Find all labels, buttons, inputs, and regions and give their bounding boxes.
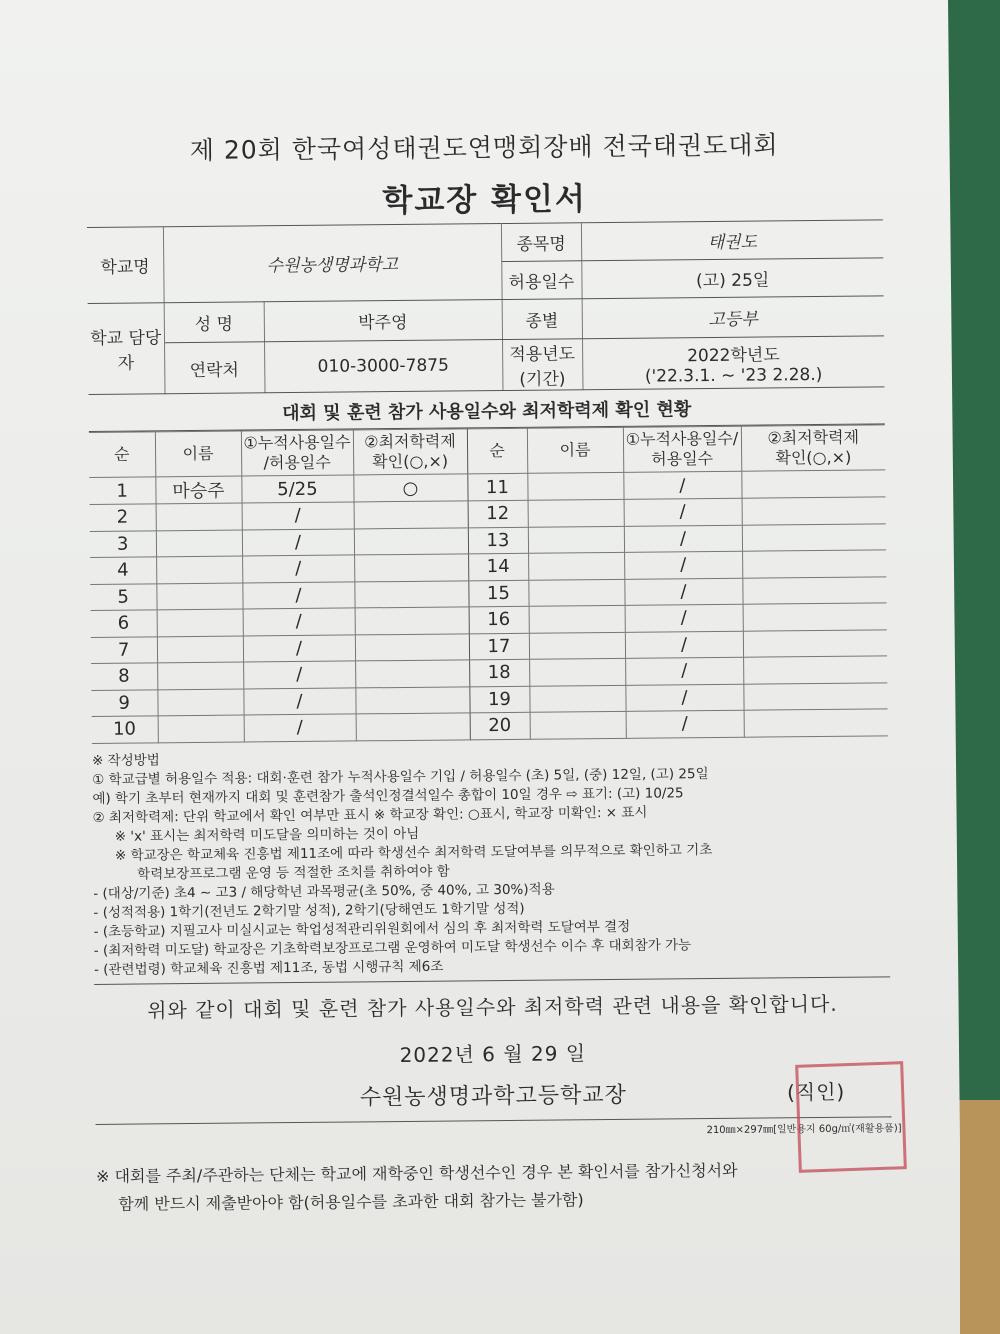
row-no: 14: [468, 553, 528, 580]
row-check: [742, 576, 886, 604]
instructions: [92, 744, 890, 985]
row-name: [156, 530, 242, 557]
school-value: 수원농생명과학고: [163, 224, 502, 303]
row-no: 9: [91, 689, 157, 716]
table-section-title: 대회 및 훈련 참가 사용일수와 최저학력제 확인 현황: [89, 387, 885, 432]
row-no: 18: [469, 659, 529, 686]
row-name: [530, 711, 626, 738]
school-label: 학교명: [87, 227, 164, 304]
note-2: ② 최저학력제: 단위 학교에서 확인 여부만 표시 ※ 학교장 확인: ○표시, 학교장 미확인: × 표시: [92, 804, 648, 826]
row-check: [742, 497, 886, 525]
contact-label: 학교 담당자: [88, 303, 165, 395]
event-value: 태권도: [581, 220, 883, 261]
category-label: 종별: [502, 299, 582, 340]
submission-note-line-1: ※ 대회를 주최/주관하는 단체는 학교에 재학중인 학생선수인 경우 본 확인서를 참가신청서와: [95, 1160, 738, 1186]
row-check: [354, 580, 468, 608]
row-days: /: [623, 471, 741, 499]
row-name: [529, 658, 625, 685]
confirmation-statement: 위와 같이 대회 및 훈련 참가 사용일수와 최저학력 관련 내용을 확인합니다.: [147, 991, 838, 1022]
row-no: 7: [91, 636, 157, 663]
certificate-content: [86, 124, 902, 1218]
note-4a: ※ 학교장은 학교체육 진흥법 제11조에 따라 학생선수 최저학력 도달여부를 의무적으로 확인하고 기초: [114, 841, 713, 864]
row-check: [356, 713, 470, 741]
row-no: 1: [89, 477, 155, 505]
footer-rule: [96, 1116, 902, 1141]
row-name: [158, 715, 244, 742]
row-check: [743, 603, 887, 631]
event-title: 제 20회 한국여성태권도연맹회장배 전국태권도대회: [189, 130, 779, 166]
row-name: [528, 526, 624, 553]
school-principal: 수원농생명과학고등학교장: [359, 1082, 627, 1110]
detail-3: - (초등학교) 지필고사 미실시교는 학업성적관리위원회에서 심의 후 최저학력 도달여부 결정: [93, 918, 631, 940]
row-no: 4: [90, 557, 156, 584]
row-days: /: [625, 604, 743, 632]
row-check: [742, 550, 886, 578]
row-no: 11: [467, 473, 527, 501]
row-check: [354, 527, 468, 555]
row-no: 15: [468, 580, 528, 607]
row-check: [742, 523, 886, 551]
phone-value: 010-3000-7875: [264, 340, 502, 393]
row-days: /: [243, 661, 355, 689]
row-days: /: [244, 714, 356, 742]
header-grade-2: ②최저학력제 확인(○,×): [741, 425, 885, 471]
header-name-2: 이름: [527, 427, 623, 473]
document-title: 학교장 확인서: [382, 181, 588, 220]
row-check: [743, 656, 887, 684]
event-label: 종목명: [501, 223, 581, 262]
row-no: 13: [468, 527, 528, 554]
row-check: [744, 709, 888, 737]
detail-2: - (성적적용) 1학기(전년도 2학기말 성적), 2학기(당해연도 1학기말 성적): [93, 900, 525, 921]
row-days: /: [243, 634, 355, 662]
row-name: [527, 472, 623, 500]
row-check: [354, 554, 468, 582]
paper-spec: 210㎜×297㎜[일반용지 60g/㎡(재활용품)]: [706, 1122, 902, 1136]
row-name: 마승주: [155, 476, 241, 504]
signing-date: 2022년 6 월 29 일: [399, 1040, 587, 1067]
row-no: 2: [90, 504, 156, 531]
detail-5: - (관련법령) 학교체육 진흥법 제11조, 동법 시행규칙 제6조: [93, 958, 444, 978]
row-no: 10: [92, 716, 158, 743]
row-no: 19: [469, 686, 529, 713]
allowed-days-label: 허용일수: [501, 261, 581, 300]
row-name: [156, 583, 242, 610]
row-check: ○: [353, 474, 467, 502]
row-days: /: [243, 687, 355, 715]
row-name: [528, 579, 624, 606]
row-name: [529, 685, 625, 712]
row-name: [157, 662, 243, 689]
row-days: /: [626, 710, 744, 738]
info-table: [87, 219, 885, 395]
row-no: 12: [468, 500, 528, 527]
row-days: /: [625, 684, 743, 712]
athlete-table: [89, 424, 888, 743]
year-label: 적용년도 (기간): [502, 339, 582, 391]
row-days: /: [243, 608, 355, 636]
row-check: [743, 682, 887, 710]
row-days: /: [624, 551, 742, 579]
row-name: [156, 556, 242, 583]
header-no-2: 순: [467, 428, 527, 474]
category-value: 고등부: [582, 296, 884, 339]
row-name: [157, 689, 243, 716]
note-1b: 예) 학기 초부터 현재까지 대회 및 훈련참가 출석인정결석일수 총합이 10일 경우 ⇨ 표기: (고) 10/25: [92, 784, 684, 807]
row-days: 5/25: [241, 475, 353, 503]
row-name: [528, 499, 624, 526]
row-name: [157, 609, 243, 636]
note-3: ※ 'x' 표시는 최저학력 미도달을 의미하는 것이 아님: [114, 825, 420, 845]
allowed-days-value: (고) 25일: [581, 258, 883, 299]
seal-label: (직인): [786, 1079, 846, 1104]
phone-label: 연락처: [164, 342, 264, 394]
row-no: 16: [469, 606, 529, 633]
row-name: [529, 605, 625, 632]
row-check: [355, 607, 469, 635]
header-grade: ②최저학력제 확인(○,×): [353, 429, 467, 475]
name-label: 성 명: [164, 302, 264, 343]
row-name: [528, 552, 624, 579]
row-days: /: [242, 502, 354, 530]
row-name: [529, 632, 625, 659]
header-days: ①누적사용일수 /허용일수: [241, 430, 353, 476]
detail-4: - (최저학력 미도달) 학교장은 기초학력보장프로그램 운영하여 미도달 학생선수 이수 후 대회참가 가능: [93, 936, 692, 959]
submission-note: [96, 1155, 893, 1219]
name-value: 박주영: [264, 300, 502, 342]
row-check: [355, 633, 469, 661]
principal-signature-line: [95, 1075, 891, 1114]
row-name: [157, 636, 243, 663]
period-value: ('22.3.1. ~ '23 2.28.): [644, 364, 823, 387]
row-days: /: [242, 528, 354, 556]
table-header-row: [89, 425, 885, 478]
note-4b: 학력보장프로그램 운영 등 적절한 조치를 취하여야 함: [137, 863, 450, 883]
row-check: [743, 629, 887, 657]
row-name: [156, 503, 242, 530]
row-no: 17: [469, 633, 529, 660]
row-no: 20: [470, 712, 530, 739]
row-days: /: [624, 525, 742, 553]
row-days: /: [625, 631, 743, 659]
row-days: /: [624, 498, 742, 526]
row-check: [354, 501, 468, 529]
row-no: 8: [91, 663, 157, 690]
row-days: /: [624, 578, 742, 606]
official-seal-stamp: [795, 1061, 907, 1173]
row-check: [741, 470, 885, 498]
row-no: 3: [90, 530, 156, 557]
row-check: [355, 660, 469, 688]
row-check: [355, 686, 469, 714]
row-no: 6: [91, 610, 157, 637]
note-1a: ① 학교급별 허용일수 적용: 대회·훈련 참가 누적사용일수 기입 / 허용일수 (초) 5일, (중) 12일, (고) 25일: [92, 765, 709, 788]
row-days: /: [242, 555, 354, 583]
row-no: 5: [90, 583, 156, 610]
header-name: 이름: [155, 431, 241, 477]
detail-1: - (대상/기준) 초4 ~ 고3 / 해당학년 과목평균(초 50%, 중 40%, 고 30%)적용: [93, 881, 555, 902]
submission-note-line-2: 함께 반드시 제출받아야 함(허용일수를 초과한 대회 참가는 불가함): [118, 1189, 584, 1214]
year-value: 2022학년도 ('22.3.1. ~ '23 2.28.): [582, 336, 884, 390]
header-no: 순: [89, 432, 155, 478]
header-days-2: ①누적사용일수/ 허용일수: [623, 426, 741, 472]
notes-heading: ※ 작성방법: [91, 751, 160, 769]
row-days: /: [242, 581, 354, 609]
row-days: /: [625, 657, 743, 685]
